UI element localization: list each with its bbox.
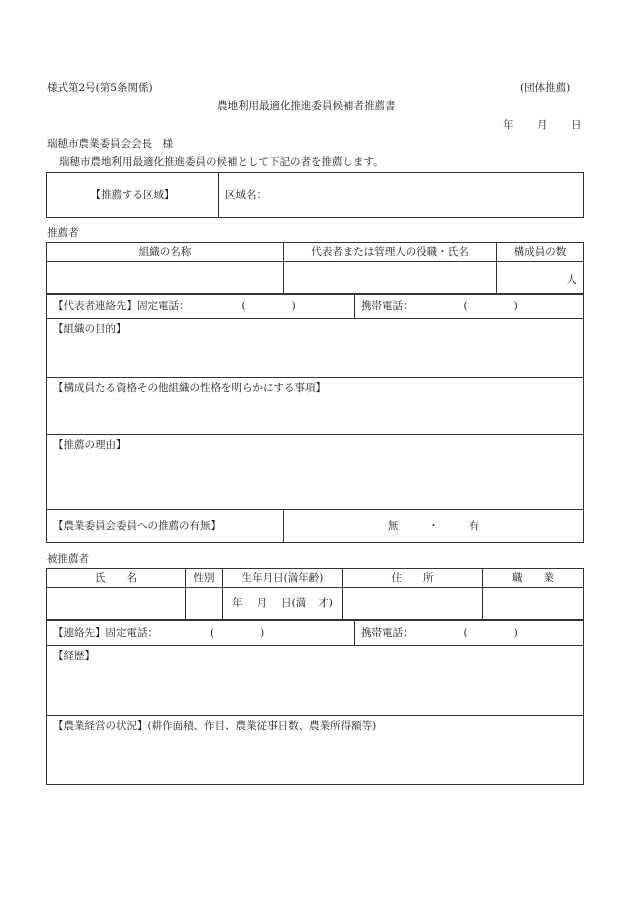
- other-recommendation-table: [46, 509, 584, 543]
- nominee-occupation-field[interactable]: [483, 588, 584, 620]
- nominee-landline-label: 【連絡先】固定電話：: [53, 626, 158, 639]
- choice-no[interactable]: 無: [387, 519, 399, 532]
- recommender-contact-table: [46, 294, 584, 319]
- nominee-sex-field[interactable]: [186, 588, 223, 620]
- org-purpose-label: 【組織の目的】: [53, 323, 127, 335]
- nominee-address-field[interactable]: [343, 588, 483, 620]
- rep-landline-paren-close: ): [291, 300, 296, 313]
- nominee-mobile-paren-open: (: [463, 626, 468, 639]
- nominee-birthdate-field[interactable]: [223, 588, 343, 620]
- nominee-details-table: [46, 645, 584, 785]
- org-purpose-field[interactable]: [47, 319, 584, 378]
- date-month-label: 月: [537, 119, 548, 131]
- form-type-label: (団体推薦): [520, 82, 571, 94]
- nominee-landline-paren-close: ): [260, 626, 265, 639]
- nominee-contact-table: [46, 620, 584, 646]
- org-qualification-field[interactable]: [47, 378, 584, 435]
- nominee-mobile-label: 携帯電話：: [361, 626, 414, 639]
- recommendation-reason-field[interactable]: [47, 435, 584, 510]
- col-member-count: 構成員の数: [497, 243, 584, 262]
- birth-day-label: 日(満: [281, 597, 307, 610]
- district-name-label: 区域名：: [225, 188, 267, 201]
- col-representative: 代表者または管理人の役職・氏名: [284, 243, 497, 262]
- choice-yes[interactable]: 有: [468, 519, 480, 532]
- representative-field[interactable]: [284, 262, 497, 294]
- birth-month-label: 月: [256, 597, 268, 610]
- nominee-mobile-paren-close: ): [513, 626, 518, 639]
- col-org-name: 組織の名称: [47, 243, 284, 262]
- col-sex: 性別: [186, 569, 223, 588]
- farming-status-field[interactable]: [47, 716, 584, 785]
- member-count-unit: 人: [566, 274, 577, 287]
- form-number: 様式第2号(第5条関係): [47, 82, 153, 94]
- nominee-landline-paren-open: (: [210, 626, 215, 639]
- recommendation-reason-label: 【推薦の理由】: [53, 439, 127, 451]
- intro-text: 瑞穂市農地利用最適化推進委員の候補として下記の者を推薦します。: [59, 156, 384, 168]
- nominee-section-label: 被推薦者: [47, 553, 89, 565]
- rep-mobile-paren-close: ): [513, 300, 518, 313]
- rep-mobile-field[interactable]: [355, 295, 584, 319]
- date-year-label: 年: [503, 119, 514, 131]
- date-day-label: 日: [571, 119, 582, 131]
- district-name-field[interactable]: [219, 173, 584, 218]
- career-field[interactable]: [47, 646, 584, 716]
- rep-mobile-paren-open: (: [463, 300, 468, 313]
- org-qualification-label: 【構成員たる資格その他組織の性格を明らかにする事項】: [53, 382, 326, 394]
- farming-status-label: 【農業経営の状況】(耕作面積、作目、農業従事日数、農業所得額等): [53, 720, 377, 732]
- col-nominee-name: 氏 名: [47, 569, 186, 588]
- recommender-org-table: [46, 242, 584, 294]
- birth-age-label: 才): [318, 597, 333, 610]
- other-recommendation-choice[interactable]: [284, 510, 584, 543]
- choice-separator: ・: [428, 519, 439, 532]
- nominee-landline-field[interactable]: [47, 621, 355, 646]
- member-count-field[interactable]: [497, 262, 584, 294]
- recommender-section-label: 推薦者: [47, 227, 79, 239]
- nominee-mobile-field[interactable]: [355, 621, 584, 646]
- rep-landline-paren-open: (: [241, 300, 246, 313]
- rep-mobile-label: 携帯電話：: [361, 300, 414, 313]
- col-birthdate: 生年月日(満年齢): [223, 569, 343, 588]
- other-recommendation-label: 【農業委員会委員への推薦の有無】: [47, 510, 284, 543]
- district-table: [46, 172, 584, 218]
- nominee-info-table: [46, 568, 584, 620]
- page-title: 農地利用最適化推進委員候補者推薦書: [217, 100, 396, 112]
- org-name-field[interactable]: [47, 262, 284, 294]
- rep-landline-label: 【代表者連絡先】固定電話：: [53, 300, 190, 313]
- recommender-details-table: [46, 318, 584, 510]
- district-label: 【推薦する区域】: [47, 173, 219, 218]
- addressee: 瑞穂市農業委員会会長 様: [47, 138, 173, 150]
- col-address: 住 所: [343, 569, 483, 588]
- nominee-name-field[interactable]: [47, 588, 186, 620]
- birth-year-label: 年: [232, 597, 243, 610]
- col-occupation: 職 業: [483, 569, 584, 588]
- career-label: 【経歴】: [53, 650, 95, 662]
- rep-landline-field[interactable]: [47, 295, 355, 319]
